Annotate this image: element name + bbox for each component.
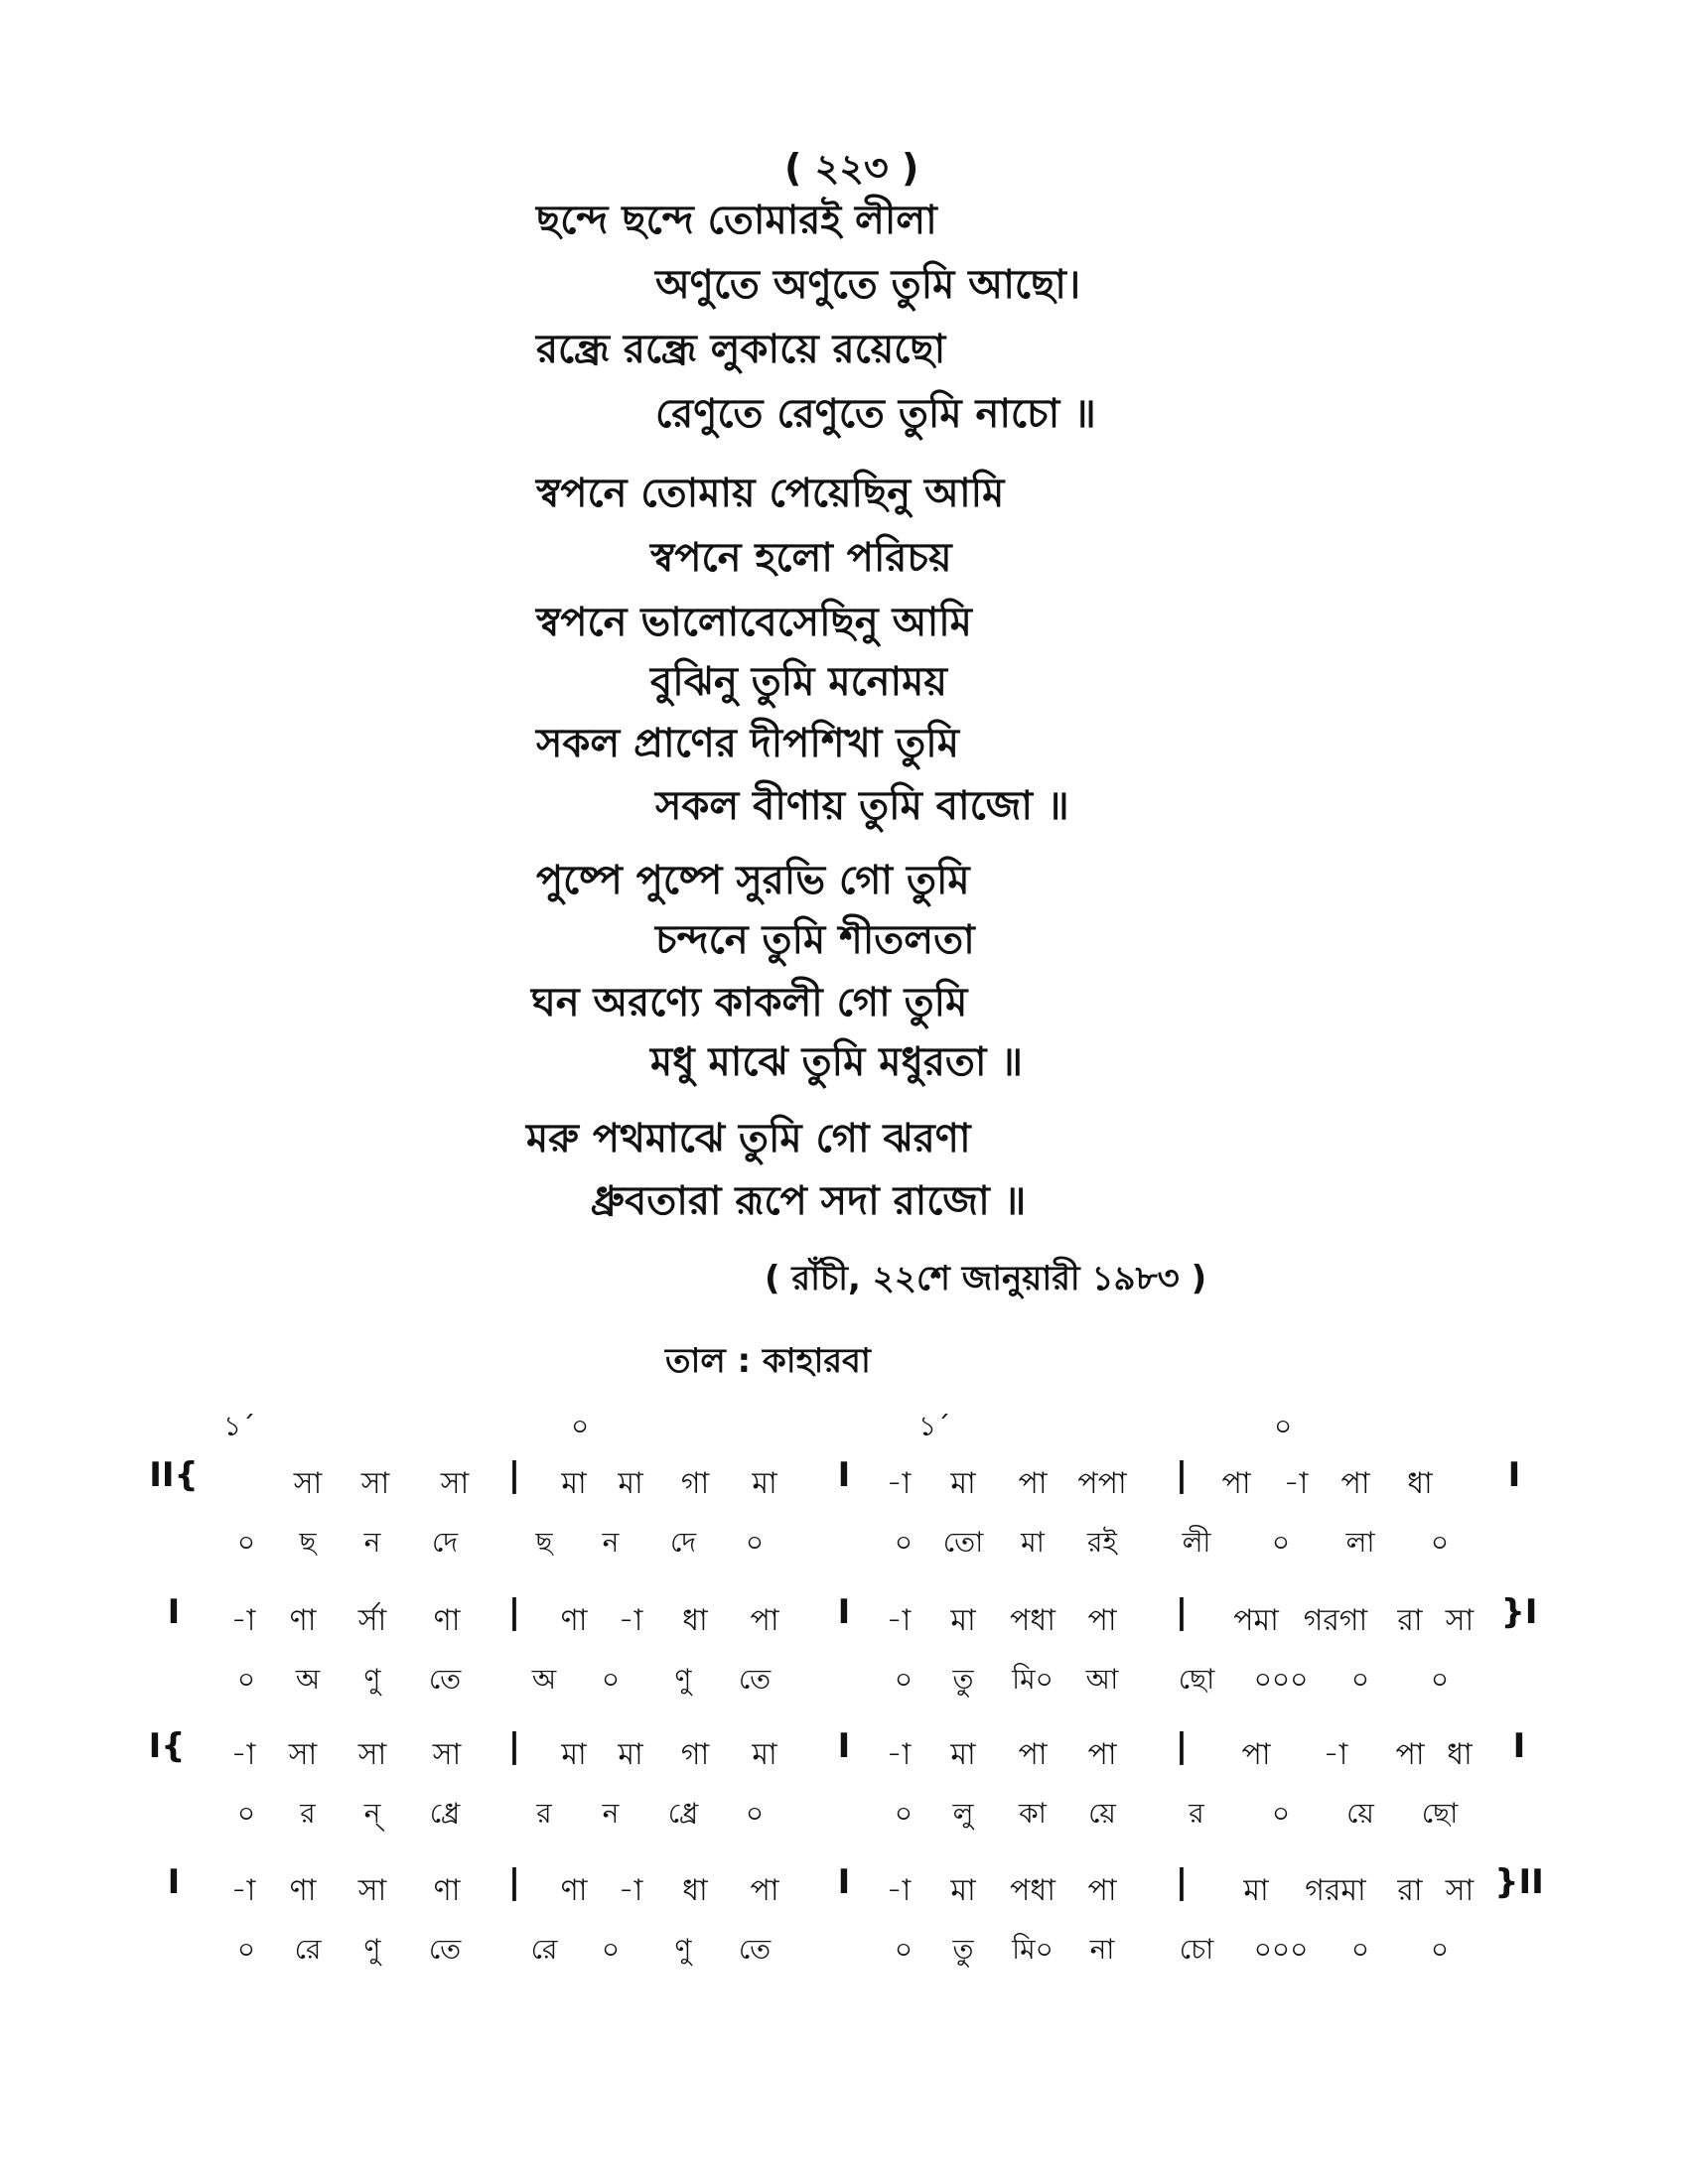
swara-note: মা: [752, 1737, 777, 1772]
lyric-line: পুষ্পে পুষ্পে সুরভি গো তুমি: [536, 858, 970, 903]
lyric-syllable: লী: [1182, 1526, 1211, 1559]
swara-note: ণা: [560, 1603, 588, 1638]
notation-start-mark: I: [167, 1862, 181, 1902]
lyric-syllable: ণু: [363, 1663, 381, 1696]
swara-note: সা: [288, 1737, 318, 1772]
lyric-syllable: ০০০: [1253, 1933, 1309, 1966]
swara-note: ণা: [289, 1603, 317, 1638]
swara-note: -া: [230, 1603, 256, 1638]
lyric-line: স্বপনে হলো পরিচয়: [650, 535, 952, 581]
swara-note: -া: [886, 1873, 912, 1908]
lyric-syllable: র: [300, 1797, 316, 1830]
swara-note: গা: [680, 1466, 710, 1501]
lyric-syllable: ছ: [299, 1526, 317, 1559]
lyric-syllable: অ: [295, 1663, 321, 1696]
lyric-syllable: লু: [952, 1797, 974, 1830]
notation-bar: |: [507, 1726, 521, 1766]
lyric-syllable: ছ: [535, 1526, 553, 1559]
lyric-line: বুঝিনু তুমি মনোময়: [650, 659, 947, 705]
notation-bar: |: [507, 1592, 521, 1632]
lyric-syllable: তে: [428, 1663, 462, 1696]
lyric-syllable: তে: [428, 1933, 462, 1966]
lyric-syllable: ০: [1430, 1933, 1450, 1966]
notation-bar: }I: [1500, 1592, 1538, 1632]
notation-start-mark: I: [167, 1592, 181, 1632]
lyric-syllable: য়ে: [1346, 1797, 1374, 1830]
swara-note: পা: [1087, 1603, 1117, 1638]
notation-bar: I: [1507, 1455, 1521, 1495]
lyric-syllable: ০: [894, 1526, 914, 1559]
swara-note: ণা: [433, 1873, 461, 1908]
lyric-syllable: ০: [745, 1797, 765, 1830]
swara-note: সা: [360, 1466, 390, 1501]
lyric-syllable: দে: [431, 1526, 459, 1559]
notation-bar: |: [1175, 1862, 1189, 1902]
swara-note: গরগা: [1303, 1603, 1368, 1638]
lyric-syllable: ০: [236, 1933, 256, 1966]
lyric-syllable: ০: [745, 1526, 765, 1559]
notation-bar: I: [837, 1862, 851, 1902]
swara-note: পা: [1087, 1737, 1117, 1772]
notation-bar: I: [837, 1455, 851, 1495]
swara-note: সা: [293, 1466, 323, 1501]
tala-label: তাল : কাহারবা: [665, 1341, 871, 1381]
beat-mark: ০: [1274, 1410, 1293, 1442]
lyric-syllable: ০: [1350, 1933, 1370, 1966]
lyric-syllable: ০: [894, 1933, 914, 1966]
swara-note: মা: [618, 1737, 643, 1772]
lyric-line: অণুতে অণুতে তুমি আছো।: [655, 262, 1081, 308]
swara-note: -া: [886, 1737, 912, 1772]
swara-note: সা: [432, 1737, 462, 1772]
lyric-line: স্বপনে তোমায় পেয়েছিনু আমি: [536, 471, 1005, 516]
swara-note: মা: [1243, 1873, 1269, 1908]
lyric-syllable: ণু: [363, 1933, 381, 1966]
swara-note: সা: [357, 1737, 387, 1772]
notation-bar: |: [507, 1862, 521, 1902]
lyric-syllable: আ: [1085, 1663, 1119, 1696]
swara-note: সা: [1445, 1873, 1475, 1908]
lyric-syllable: ন্: [363, 1797, 381, 1830]
swara-note: মা: [561, 1737, 587, 1772]
swara-note: পা: [1087, 1873, 1117, 1908]
swara-note: পা: [1018, 1466, 1048, 1501]
lyric-syllable: রই: [1087, 1526, 1117, 1559]
swara-note: -া: [1323, 1737, 1348, 1772]
lyric-syllable: ধ্রে: [667, 1797, 699, 1830]
attribution: ( রাঁচী, ২২শে জানুয়ারী ১৯৮৩ ): [765, 1259, 1207, 1298]
swara-note: রা: [1397, 1873, 1423, 1908]
notation-bar: I: [837, 1592, 851, 1632]
lyric-syllable: য়ে: [1088, 1797, 1116, 1830]
lyric-syllable: ন: [363, 1526, 381, 1559]
lyric-syllable: মি০: [1012, 1663, 1054, 1696]
lyric-line: চন্দনে তুমি শীতলতা: [655, 917, 975, 963]
lyric-line: ছন্দে ছন্দে তোমারই লীলা: [536, 198, 937, 243]
notation-start-mark: I{: [148, 1726, 186, 1766]
lyric-syllable: মা: [1021, 1526, 1045, 1559]
swara-note: সা: [1445, 1603, 1475, 1638]
lyric-syllable: র: [536, 1797, 552, 1830]
lyric-line: ঘন অরণ্যে কাকলী গো তুমি: [531, 980, 968, 1025]
lyric-syllable: তো: [942, 1526, 984, 1559]
swara-note: মা: [950, 1603, 976, 1638]
swara-note: -া: [230, 1737, 256, 1772]
page-number: ( ২২৩ ): [784, 146, 919, 190]
swara-note: -া: [886, 1466, 912, 1501]
notation-bar: I: [1512, 1726, 1526, 1766]
swara-note: মা: [752, 1466, 777, 1501]
lyric-line: রন্ধ্রে রন্ধ্রে লুকায়ে রয়েছো: [536, 327, 946, 372]
lyric-syllable: ছো: [1421, 1797, 1459, 1830]
swara-note: পা: [750, 1873, 779, 1908]
notation-bar: |: [1175, 1455, 1189, 1495]
lyric-syllable: ন: [602, 1797, 620, 1830]
lyric-syllable: ০: [236, 1526, 256, 1559]
swara-note: সা: [440, 1466, 470, 1501]
lyric-syllable: ০: [236, 1663, 256, 1696]
swara-note: মা: [950, 1873, 976, 1908]
lyric-line: রেণুতে রেণুতে তুমি নাচো ॥: [655, 391, 1096, 437]
beat-mark: ০: [571, 1410, 590, 1442]
beat-mark: ১´: [918, 1410, 951, 1442]
lyric-syllable: ০: [601, 1663, 621, 1696]
swara-note: গরমা: [1305, 1873, 1366, 1908]
swara-note: পা: [1018, 1737, 1048, 1772]
lyric-syllable: না: [1089, 1933, 1115, 1966]
swara-note: পমা: [1233, 1603, 1279, 1638]
swara-note: রা: [1397, 1603, 1423, 1638]
swara-note: পা: [1241, 1737, 1271, 1772]
swara-note: মা: [950, 1737, 976, 1772]
lyric-syllable: ণু: [674, 1663, 692, 1696]
swara-note: -া: [886, 1603, 912, 1638]
swara-note: মা: [618, 1466, 643, 1501]
lyric-syllable: তু: [952, 1933, 974, 1966]
swara-note: র্সা: [357, 1603, 387, 1638]
lyric-line: মরু পথমাঝে তুমি গো ঝরণা: [526, 1116, 971, 1161]
notation-bar: I: [837, 1726, 851, 1766]
swara-note: -া: [230, 1873, 256, 1908]
lyric-syllable: ০: [1430, 1663, 1450, 1696]
swara-note: গা: [680, 1737, 710, 1772]
notation-bar: |: [1175, 1726, 1189, 1766]
swara-note: -া: [618, 1603, 643, 1638]
lyric-syllable: ০: [1430, 1526, 1450, 1559]
lyric-syllable: ধ্রে: [429, 1797, 461, 1830]
swara-note: ণা: [560, 1873, 588, 1908]
lyric-syllable: অ: [531, 1663, 557, 1696]
swara-note: ধা: [682, 1873, 708, 1908]
swara-note: ণা: [433, 1603, 461, 1638]
swara-note: মা: [561, 1466, 587, 1501]
lyric-syllable: তে: [738, 1933, 772, 1966]
lyric-syllable: ০: [894, 1663, 914, 1696]
lyric-syllable: ০: [1271, 1797, 1291, 1830]
swara-note: পধা: [1010, 1603, 1055, 1638]
swara-note: পা: [1395, 1737, 1425, 1772]
beat-mark: ১´: [223, 1410, 256, 1442]
lyric-syllable: ০০০: [1253, 1663, 1309, 1696]
swara-note: ধা: [1407, 1466, 1433, 1501]
swara-note: মা: [950, 1466, 976, 1501]
lyric-syllable: ০: [236, 1797, 256, 1830]
swara-note: পা: [750, 1603, 779, 1638]
swara-note: পধা: [1010, 1873, 1055, 1908]
notation-bar: |: [1175, 1592, 1189, 1632]
swara-note: ণা: [289, 1873, 317, 1908]
lyric-syllable: লা: [1345, 1526, 1375, 1559]
lyric-syllable: ন: [602, 1526, 620, 1559]
swara-note: সা: [357, 1873, 387, 1908]
lyric-syllable: ০: [1350, 1663, 1370, 1696]
swara-note: -া: [1283, 1466, 1309, 1501]
lyric-syllable: র: [1189, 1797, 1204, 1830]
swara-note: -া: [618, 1873, 643, 1908]
lyric-syllable: ০: [601, 1933, 621, 1966]
notation-bar: }II: [1494, 1862, 1544, 1902]
swara-note: ধা: [682, 1603, 708, 1638]
swara-note: পপা: [1077, 1466, 1127, 1501]
lyric-syllable: ণু: [674, 1933, 692, 1966]
lyric-syllable: ০: [1271, 1526, 1291, 1559]
lyric-syllable: তে: [738, 1663, 772, 1696]
lyric-line: স্বপনে ভালোবেসেছিনু আমি: [536, 600, 972, 645]
lyric-syllable: ০: [894, 1797, 914, 1830]
lyric-syllable: রে: [294, 1933, 322, 1966]
lyric-syllable: ছো: [1178, 1663, 1215, 1696]
lyric-syllable: কা: [1019, 1797, 1047, 1830]
swara-note: পা: [1221, 1466, 1251, 1501]
swara-note: ধা: [1447, 1737, 1473, 1772]
lyric-syllable: মি০: [1012, 1933, 1054, 1966]
lyric-line: সকল বীণায় তুমি বাজো ॥: [655, 783, 1069, 829]
lyric-syllable: চো: [1179, 1933, 1214, 1966]
lyric-syllable: তু: [952, 1663, 974, 1696]
notation-start-mark: II{: [149, 1455, 199, 1495]
lyric-line: সকল প্রাণের দীপশিখা তুমি: [536, 721, 959, 766]
lyric-syllable: রে: [530, 1933, 558, 1966]
lyric-line: মধু মাঝে তুমি মধুরতা ॥: [650, 1039, 1024, 1085]
notation-bar: |: [507, 1455, 521, 1495]
lyric-line: ধ্রুবতারা রূপে সদা রাজো ॥: [591, 1178, 1027, 1224]
swara-note: পা: [1340, 1466, 1370, 1501]
lyric-syllable: দে: [669, 1526, 697, 1559]
